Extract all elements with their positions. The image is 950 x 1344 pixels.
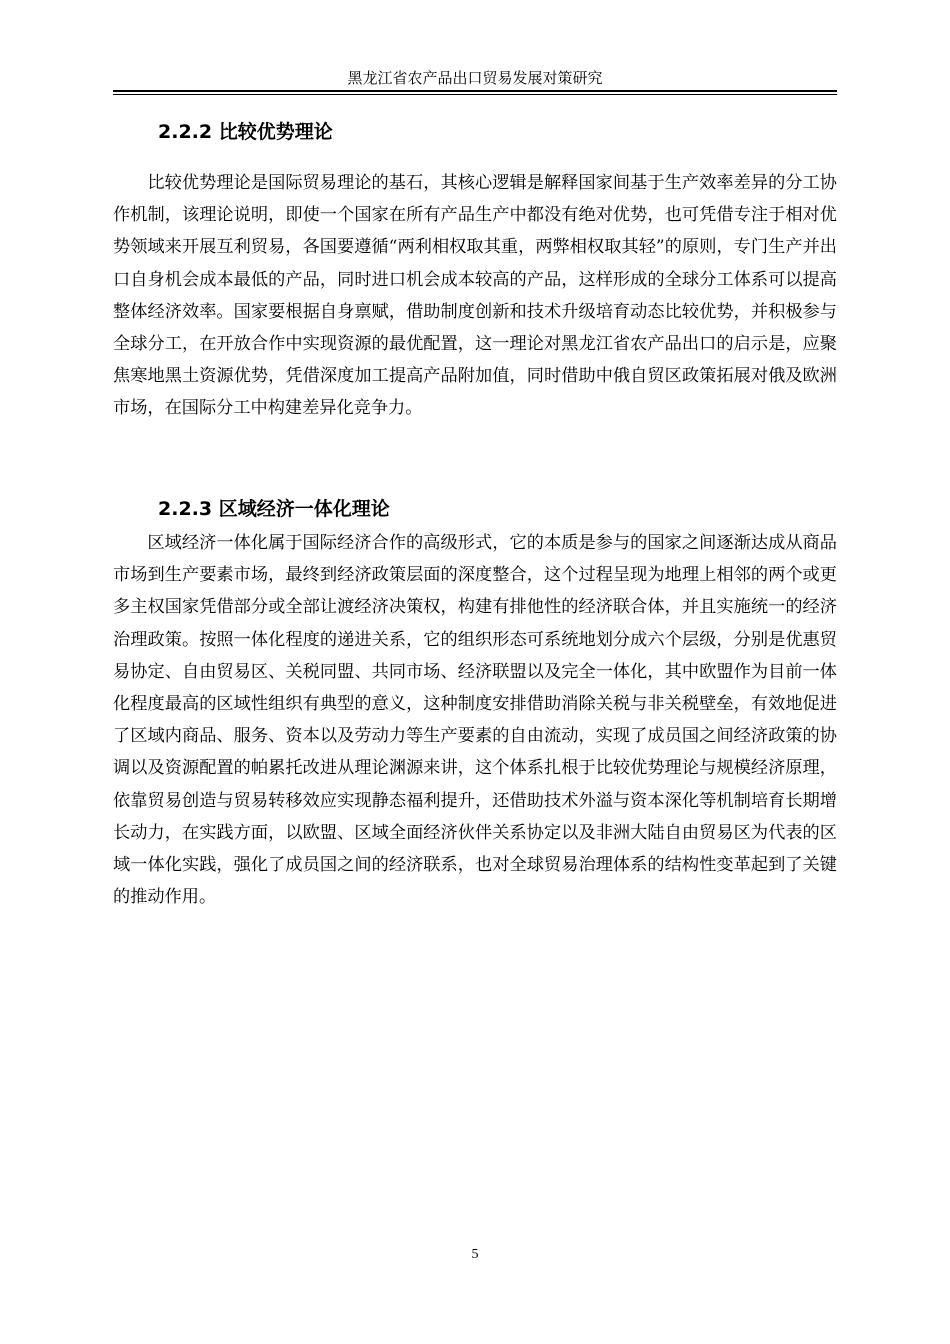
section-heading-2-2-3: 2.2.3 区域经济一体化理论 — [158, 498, 390, 520]
paragraph-regional-integration: 区域经济一体化属于国际经济合作的高级形式，它的本质是参与的国家之间逐渐达成从商品市场到生产要素市场，最终到经济政策层面的深度整合，这个过程呈现为地理上相邻的两个或更多主权国家凭借部分或全部让渡经济决策权，构建有排他性的经济联合体，并且实施统一的经济治理政策。按照一体化程度的递进关系，它的组织形态可系统地划分成六个层级，分别是优惠贸易协定、自由贸易区、关税同盟、共同市场、经济联盟以及完全一体化，其中欧盟作为目前一体化程度最高的区域性组织有典型的意义，这种制度安排借助消除关税与非关税壁垒，有效地促进了区域内商品、服务、资本以及劳动力等生产要素的自由流动，实现了成员国之间经济政策的协调以及资源配置的帕累托改进从理论渊源来讲，这个体系扎根于比较优势理论与规模经济原理，依靠贸易创造与贸易转移效应实现静态福利提升，还借助技术外溢与资本深化等机制培育长期增长动力，在实践方面，以欧盟、区域全面经济伙伴关系协定以及非洲大陆自由贸易区为代表的区域一体化实践，强化了成员国之间的经济联系，也对全球贸易治理体系的结构性变革起到了关键的推动作用。 — [113, 533, 837, 908]
section-heading-2-2-2: 2.2.2 比较优势理论 — [158, 121, 333, 143]
header-rule-thick — [113, 90, 837, 92]
page-number: 5 — [471, 1247, 479, 1262]
running-header: 黑龙江省农产品出口贸易发展对策研究 — [347, 69, 603, 87]
paragraph-comparative-advantage: 比较优势理论是国际贸易理论的基石，其核心逻辑是解释国家间基于生产效率差异的分工协作机制，该理论说明，即使一个国家在所有产品生产中都没有绝对优势，也可凭借专注于相对优势领域来开展互利贸易，各国要遵循“两利相权取其重，两弊相权取其轻”的原则，专门生产并出口自身机会成本最低的产品，同时进口机会成本较高的产品，这样形成的全球分工体系可以提高整体经济效率。国家要根据自身禀赋，借助制度创新和技术升级培育动态比较优势，并积极参与全球分工，在开放合作中实现资源的最优配置，这一理论对黑龙江省农产品出口的启示是，应聚焦寒地黑土资源优势，凭借深度加工提高产品附加值，同时借助中俄自贸区政策拓展对俄及欧洲市场，在国际分工中构建差异化竞争力。 — [113, 173, 837, 419]
header-rule-thin — [113, 94, 837, 95]
